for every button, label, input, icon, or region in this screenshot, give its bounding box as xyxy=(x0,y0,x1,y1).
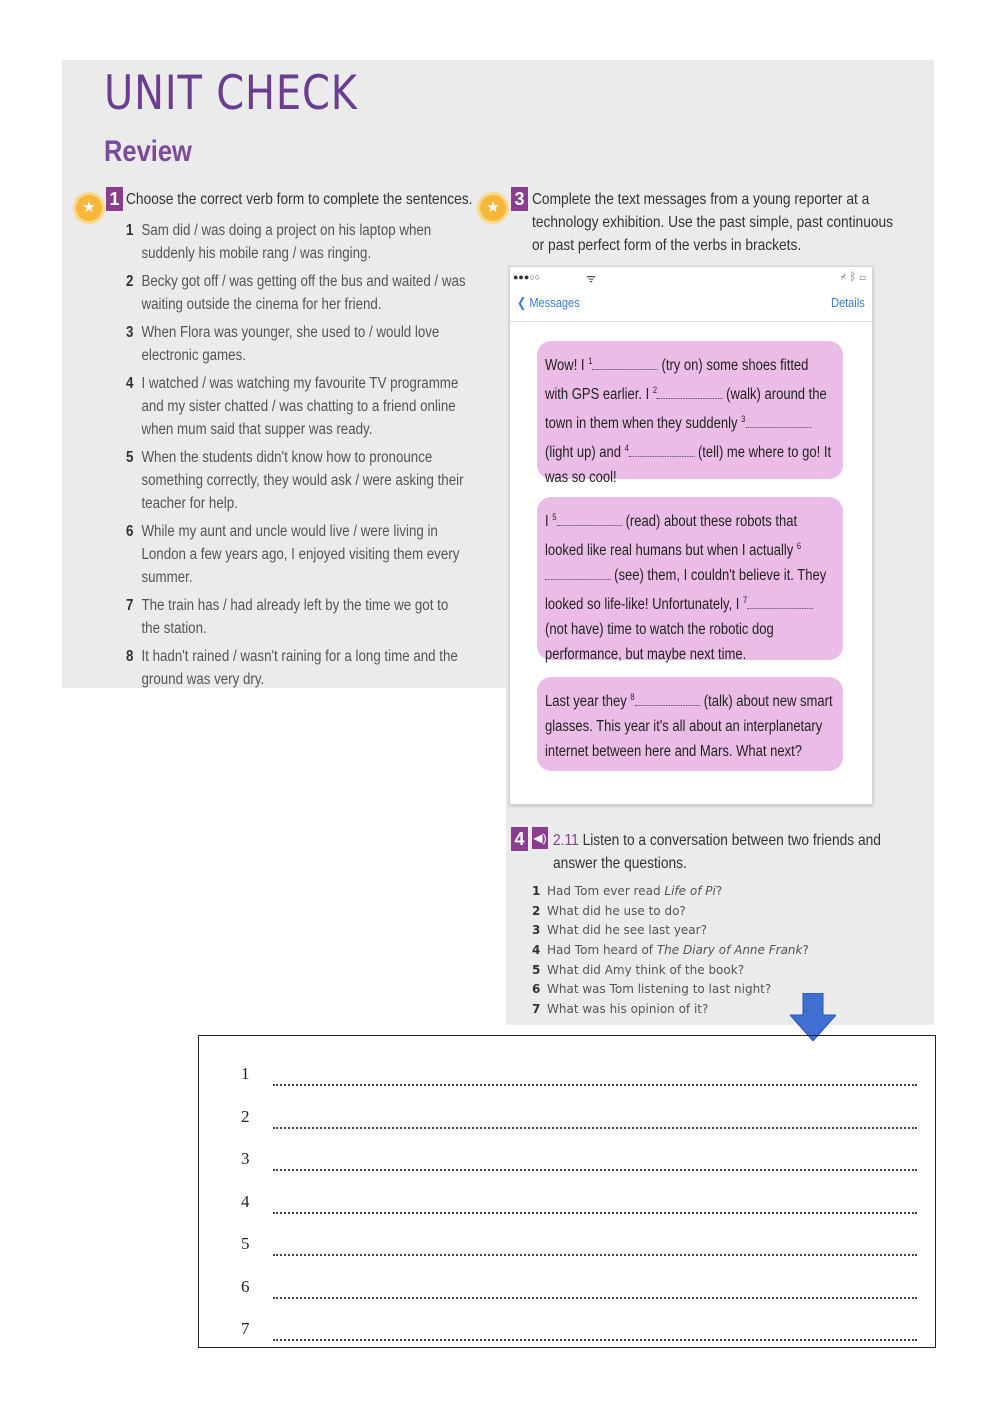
answer-number: 1 xyxy=(241,1064,250,1083)
item-text: The train has / had already left by the time we got to the station. xyxy=(141,597,449,637)
item-text: While my aunt and uncle would live / were living in London a few years ago, I enjoyed visiting them every summer. xyxy=(141,523,460,586)
divider xyxy=(510,321,872,322)
question-number: 2 xyxy=(532,903,541,918)
exercise4-instruction xyxy=(553,829,923,875)
item-text: When Flora was younger, she used to / would love electronic games. xyxy=(141,324,440,364)
item-text: When the students didn't know how to pronounce something correctly, they would ask / were asking their teacher for help. xyxy=(141,449,464,512)
answer-row xyxy=(199,1234,935,1258)
question-text: Had Tom heard of xyxy=(547,943,657,958)
question-text: What was his opinion of it? xyxy=(547,1002,709,1017)
message-bubble xyxy=(537,497,843,663)
item-number: 4 xyxy=(126,375,134,392)
item-number: 6 xyxy=(126,523,134,540)
question-text: What was Tom listening to last night? xyxy=(547,982,772,997)
exercise1-list xyxy=(126,219,526,696)
exercise1-item xyxy=(126,219,470,265)
question-text: Had Tom ever read xyxy=(547,884,665,898)
message-text: (tell) me where to go! It was so cool! xyxy=(545,444,832,486)
exercise4-number: 4 xyxy=(511,827,528,851)
message-text: (not have) time to watch the robotic dog performance, but maybe next time. xyxy=(545,621,774,663)
gap-blank[interactable] xyxy=(556,513,622,526)
answer-line[interactable] xyxy=(273,1169,917,1171)
message-text: I xyxy=(545,513,553,530)
message-bubble xyxy=(537,341,843,486)
question-number: 6 xyxy=(532,982,541,997)
exercise1-item xyxy=(126,520,470,589)
gap-number: 4 xyxy=(624,443,629,453)
question-text: What did he see last year? xyxy=(547,923,707,938)
answer-line[interactable] xyxy=(273,1127,917,1129)
messages-back-button[interactable] xyxy=(517,295,580,311)
question-number: 1 xyxy=(532,884,541,898)
message-text: (walk) around the town in them when they suddenly xyxy=(545,386,827,432)
question-item xyxy=(532,941,809,961)
arrow-down-icon xyxy=(790,993,836,1041)
item-number: 5 xyxy=(126,449,134,466)
gap-blank[interactable] xyxy=(745,415,811,428)
gap-number: 5 xyxy=(552,512,557,522)
question-punct: ? xyxy=(715,884,723,898)
item-text: Becky got off / was getting off the bus and waited / was waiting outside the cinema for her friend. xyxy=(141,273,466,313)
exercise4-questions xyxy=(532,882,809,1020)
message-text: (try on) some shoes fitted with GPS earlier. I xyxy=(545,357,809,403)
star-icon: ★ xyxy=(76,195,102,221)
question-number: 4 xyxy=(532,943,541,958)
gap-number: 2 xyxy=(652,385,658,395)
question-item xyxy=(532,980,809,1000)
message-text: (talk) about new smart glasses. This year it's all about an interplanetary internet between here and Mars. What next? xyxy=(545,693,833,760)
exercise1-number: 1 xyxy=(106,187,123,211)
answer-line[interactable] xyxy=(273,1084,917,1086)
chevron-left-icon: ❮ xyxy=(517,295,527,310)
exercise1-item xyxy=(126,321,470,367)
gap-blank[interactable] xyxy=(657,386,723,399)
exercise1-item xyxy=(126,446,470,515)
question-number: 7 xyxy=(532,1002,541,1017)
item-number: 7 xyxy=(126,597,134,614)
back-label: Messages xyxy=(529,295,580,310)
message-bubble xyxy=(537,677,843,771)
answer-row xyxy=(199,1319,935,1343)
exercise4-text: Listen to a conversation between two friends and answer the questions. xyxy=(553,832,881,872)
answer-number: 7 xyxy=(241,1319,250,1338)
answer-row xyxy=(199,1064,935,1088)
question-text: What did he use to do? xyxy=(547,903,686,918)
section-title: Review xyxy=(104,135,192,168)
wifi-icon: ᯤ xyxy=(586,273,597,285)
item-text: Sam did / was doing a project on his laptop when suddenly his mobile rang / was ringing. xyxy=(141,222,432,262)
exercise3-instruction: Complete the text messages from a young reporter at a technology exhibition. Use the past simple, past continuous or past perfect form of the verbs in brackets. xyxy=(532,191,894,254)
exercise3-number: 3 xyxy=(511,187,528,211)
gap-number: 1 xyxy=(588,356,593,366)
exercise1-item xyxy=(126,270,470,316)
question-text: What did Amy think of the book? xyxy=(547,962,745,977)
phone-messages-screen xyxy=(509,266,873,805)
message-text: Last year they xyxy=(545,693,631,710)
message-text: Wow! I xyxy=(545,357,589,374)
item-text: I watched / was watching my favourite TV programme and my sister chatted / was chatting to a friend online when mum said that supper was ready. xyxy=(141,375,459,438)
answer-line[interactable] xyxy=(273,1212,917,1214)
gap-blank[interactable] xyxy=(592,357,658,370)
gap-number: 6 xyxy=(796,541,802,551)
exercise1-instruction: Choose the correct verb form to complete the sentences. xyxy=(126,191,473,208)
item-number: 3 xyxy=(126,324,134,341)
gap-number: 7 xyxy=(743,595,748,605)
answer-line[interactable] xyxy=(273,1297,917,1299)
answer-number: 2 xyxy=(241,1106,250,1126)
track-number: 2.11 xyxy=(553,832,579,849)
item-number: 1 xyxy=(126,222,134,239)
question-punct: ? xyxy=(802,943,809,958)
page-title: UNIT CHECK xyxy=(104,66,358,121)
book-title: The Diary of Anne Frank xyxy=(656,943,803,958)
question-item xyxy=(532,882,809,902)
exercise1-item xyxy=(126,372,470,441)
item-number: 8 xyxy=(126,648,134,665)
question-item xyxy=(532,961,809,981)
question-number: 5 xyxy=(532,962,541,977)
book-title: Life of Pi xyxy=(664,884,716,898)
message-text: (see) them, I couldn't believe it. They looked so life-like! Unfortunately, I xyxy=(545,567,827,613)
question-item xyxy=(532,921,809,941)
answer-number: 6 xyxy=(241,1276,250,1296)
speaker-icon[interactable]: ◀) xyxy=(532,827,548,849)
message-text: (read) about these robots that looked like real humans but when I actually xyxy=(545,513,798,559)
question-item xyxy=(532,1000,809,1020)
question-item xyxy=(532,902,809,922)
answer-row xyxy=(199,1192,935,1216)
answer-number: 5 xyxy=(241,1234,250,1253)
gap-blank[interactable] xyxy=(747,596,813,609)
exercise1-item xyxy=(126,594,470,640)
gap-blank[interactable] xyxy=(635,693,701,706)
star-icon: ★ xyxy=(480,195,506,221)
answer-number: 3 xyxy=(241,1149,250,1168)
answer-line[interactable] xyxy=(273,1254,917,1256)
battery-icon: ⊀ ᛒ ▭ xyxy=(840,271,866,283)
exercise1-item xyxy=(126,645,470,691)
item-text: It hadn't rained / wasn't raining for a long time and the ground was very dry. xyxy=(141,648,458,688)
message-text: (light up) and xyxy=(545,444,625,461)
gap-number: 8 xyxy=(630,692,635,702)
item-number: 2 xyxy=(126,273,134,290)
gap-number: 3 xyxy=(741,414,746,424)
answer-row xyxy=(199,1107,935,1131)
details-button[interactable]: Details xyxy=(831,295,865,310)
answer-box xyxy=(198,1035,936,1348)
answer-line[interactable] xyxy=(273,1339,917,1341)
answer-number: 4 xyxy=(241,1191,250,1211)
answer-row xyxy=(199,1149,935,1173)
gap-blank[interactable] xyxy=(545,567,611,580)
answer-row xyxy=(199,1277,935,1301)
gap-blank[interactable] xyxy=(629,444,695,457)
question-number: 3 xyxy=(532,923,541,938)
signal-icon: ●●●○○ xyxy=(513,272,541,282)
